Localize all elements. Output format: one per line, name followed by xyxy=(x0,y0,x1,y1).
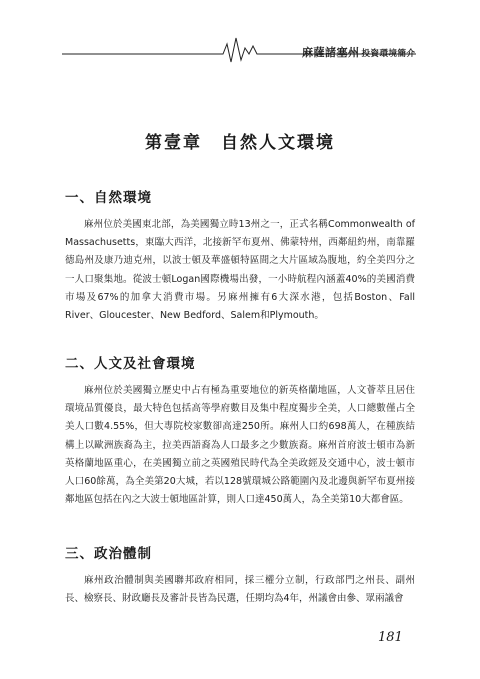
header-title-main: 麻薩諸塞州 xyxy=(302,46,360,59)
section-heading-natural-environment: 一、自然環境 xyxy=(65,190,152,206)
header-title-sub: 投資環境簡介 xyxy=(361,49,416,59)
section-heading-political-system: 三、政治體制 xyxy=(65,546,152,562)
section-body-natural-environment: 麻州位於美國東北部，為美國獨立時13州之一，正式名稱Commonwealth of Massachusetts，東臨大西洋，北接新罕布夏州、佛蒙特州，西鄰紐約州，南靠羅德島州及康乃迪克州，以波士頓及華盛頓特區間之大片區域為腹地，約全美四分之一人口聚集地。從波士頓Logan國際機場出發，一小時航程內涵蓋40%的美國消費市場及67%的加拿大消費市場。另麻州擁有6大深水港，包括Boston、Fall River、Gloucester、New Bedford、Salem和Plymouth。 xyxy=(65,219,415,322)
chapter-title: 第壹章 自然人文環境 xyxy=(145,133,335,153)
section-body-political-system: 麻州政治體制與美國聯邦政府相同，採三權分立制，行政部門之州長、副州長、檢察長、財政廳長及審計長皆為民選，任期均為4年，州議會由參、眾兩議會 xyxy=(65,575,415,605)
running-header xyxy=(0,30,480,66)
section-heading-culture-society: 二、人文及社會環境 xyxy=(65,356,196,372)
page-number: 181 xyxy=(378,630,403,645)
section-body-culture-society: 麻州位於美國獨立歷史中占有極為重要地位的新英格蘭地區，人文薈萃且居住環境品質優良，最大特色包括高等學府數目及集中程度獨步全美，人口總數僅占全美人口數4.55%，但大專院校家數卻高達250所。麻州人口約698萬人，在種族結構上以歐洲族裔為主，拉美西語裔為人口最多之少數族裔。麻州首府波士頓市為新英格蘭地區重心，在美國獨立前之英國殖民時代為全美政經及交通中心，波士頓市人口60餘萬，為全美第20大城，若以128號環城公路範圍內及北邊與新罕布夏州接鄰地區包括在內之大波士頓地區計算，則人口達450萬人，為全美第10大都會區。 xyxy=(65,385,415,506)
header-title xyxy=(302,44,416,60)
